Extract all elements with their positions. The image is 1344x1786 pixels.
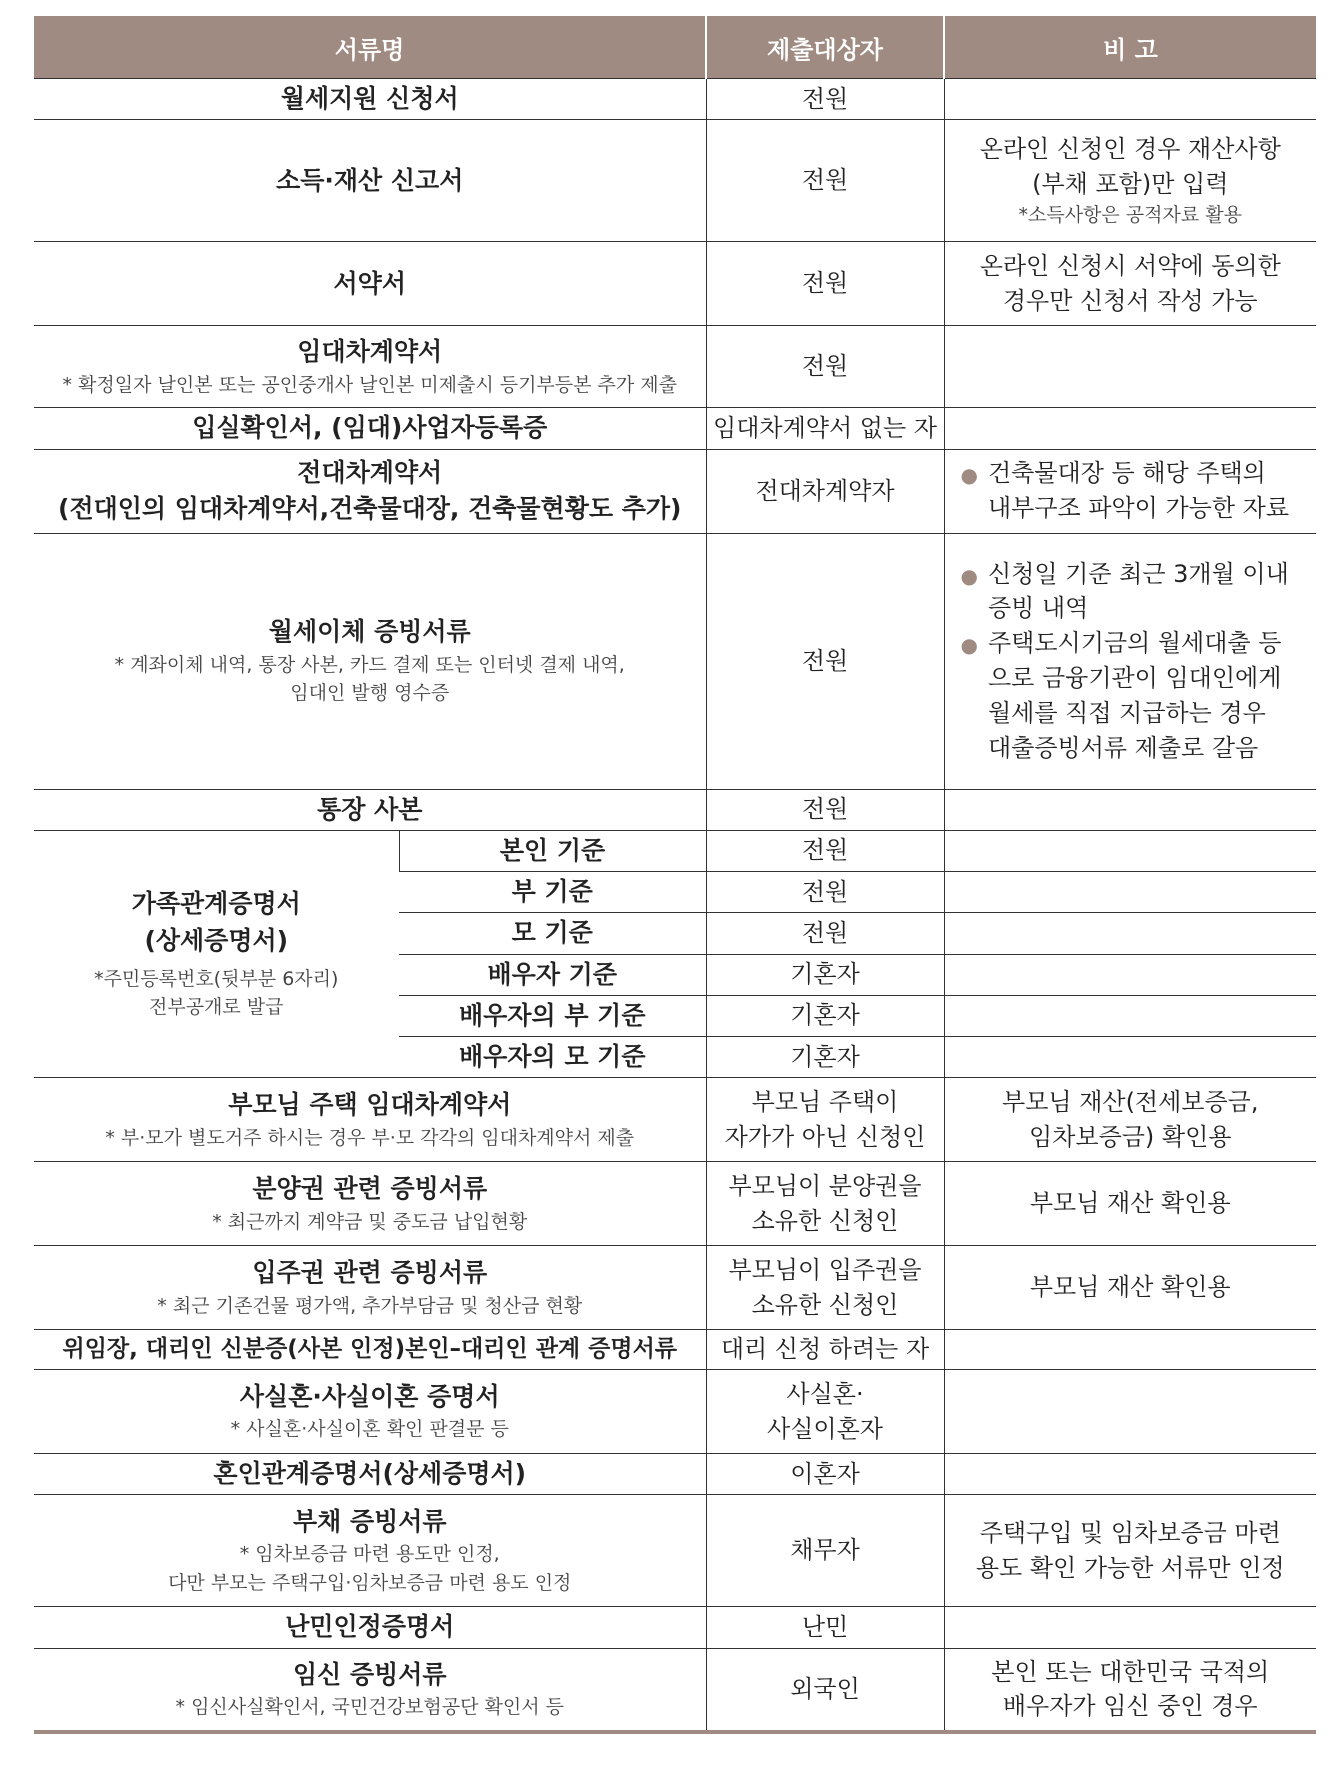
remark: [944, 1495, 1316, 1607]
table-row: [34, 1246, 1316, 1330]
remark-bullet-item: [949, 456, 1313, 526]
remark-text: [988, 626, 1281, 765]
target: 기혼자: [706, 995, 944, 1036]
table-row: [34, 326, 1316, 408]
doc-name: 위임장, 대리인 신분증(사본 인정)본인–대리인 관계 증명서류: [34, 1330, 706, 1370]
table-header-row: [34, 16, 1316, 79]
doc-note: 임대인 발행 영수증: [290, 682, 450, 705]
remark-line: 임차보증금) 확인용: [1029, 1122, 1232, 1151]
target: 전원: [706, 830, 944, 871]
remark-line: 용도 확인 가능한 서류만 인정: [975, 1553, 1285, 1582]
doc-cell: [34, 326, 706, 408]
family-basis: 본인 기준: [399, 830, 706, 871]
remark-line: (부채 포함)만 입력: [1032, 169, 1229, 198]
table-row: [34, 789, 1316, 830]
remark: [944, 830, 1316, 871]
remark-line: 주택구입 및 임차보증금 마련: [979, 1519, 1281, 1547]
remark: [944, 913, 1316, 954]
target: [706, 1162, 944, 1246]
target: 전대차계약자: [706, 449, 944, 533]
table-row: [34, 408, 1316, 449]
remark: 부모님 재산 확인용: [944, 1162, 1316, 1246]
table-row: [34, 1648, 1316, 1732]
doc-name: 분양권 관련 증빙서류: [252, 1174, 488, 1204]
target: 전원: [706, 872, 944, 913]
target-line: 소유한 신청인: [751, 1290, 899, 1319]
target: 임대차계약서 없는 자: [706, 408, 944, 449]
doc-cell: [34, 1078, 706, 1162]
doc-name: 난민인정증명서: [34, 1607, 706, 1648]
bullet-dot-icon: ●: [960, 463, 978, 488]
target: [706, 1370, 944, 1454]
target: 전원: [706, 120, 944, 242]
remark-bullet-item: [949, 557, 1313, 627]
header-remarks: 비 고: [944, 16, 1316, 79]
remark-line: 배우자가 임신 중인 경우: [1002, 1692, 1258, 1721]
remark: [944, 449, 1316, 533]
target: [706, 1078, 944, 1162]
target: 외국인: [706, 1648, 944, 1732]
target: 대리 신청 하려는 자: [706, 1330, 944, 1370]
doc-cell: [34, 1495, 706, 1607]
remark: [944, 872, 1316, 913]
remark: [944, 1078, 1316, 1162]
doc-cell: [34, 449, 706, 533]
remark: [944, 789, 1316, 830]
required-documents-table: [34, 16, 1316, 1734]
remark-note: *소득사항은 공적자료 활용: [1018, 203, 1242, 226]
header-target: 제출대상자: [706, 16, 944, 79]
target: 채무자: [706, 1495, 944, 1607]
remark: [944, 408, 1316, 449]
doc-name-sub: (전대인의 임대차계약서,건축물대장, 건축물현황도 추가): [58, 494, 682, 523]
table-row: [34, 120, 1316, 242]
remark-line: 내부구조 파악이 가능한 자료: [987, 494, 1290, 522]
target: 전원: [706, 326, 944, 408]
table-row: [34, 242, 1316, 326]
remark-line: 신청일 기준 최근 3개월 이내: [987, 559, 1289, 588]
remark-line: 주택도시기금의 월세대출 등: [987, 629, 1282, 658]
doc-note: * 임차보증금 마련 용도만 인정,: [239, 1543, 500, 1566]
remark: [944, 79, 1316, 120]
doc-cell: [34, 1370, 706, 1454]
remark-line: 증빙 내역: [987, 594, 1089, 623]
remark: [944, 1330, 1316, 1370]
remark: [944, 1607, 1316, 1648]
remark-line: 대출증빙서류 제출로 갈음: [987, 733, 1259, 762]
remark: [944, 1370, 1316, 1454]
target: 기혼자: [706, 954, 944, 995]
doc-note: * 임신사실확인서, 국민건강보험공단 확인서 등: [175, 1696, 564, 1719]
target: 전원: [706, 242, 944, 326]
doc-name: 입주권 관련 증빙서류: [252, 1258, 488, 1288]
header-document-name: 서류명: [34, 16, 706, 79]
remark-line: 월세를 직접 지급하는 경우: [987, 698, 1266, 727]
doc-name: 통장 사본: [34, 789, 706, 830]
doc-name: 월세지원 신청서: [34, 79, 706, 120]
document-table-wrapper: [34, 16, 1316, 1734]
bullet-dot-icon: ●: [960, 563, 978, 588]
target-line: 사실이혼자: [767, 1414, 883, 1443]
table-row: [34, 1330, 1316, 1370]
doc-cell: [34, 533, 706, 789]
bullet-dot-icon: ●: [960, 633, 978, 658]
table-row: [34, 533, 1316, 789]
remark: 부모님 재산 확인용: [944, 1246, 1316, 1330]
target-line: 부모님 주택이: [751, 1087, 899, 1116]
target: 기혼자: [706, 1037, 944, 1078]
doc-note: * 사실혼·사실이혼 확인 판결문 등: [230, 1418, 509, 1441]
remark-bullet-item: [949, 626, 1313, 765]
doc-note: 전부공개로 발급: [148, 996, 284, 1019]
doc-name: 부모님 주택 임대차계약서: [228, 1090, 512, 1120]
target: 전원: [706, 913, 944, 954]
remark: [944, 1648, 1316, 1732]
family-basis: 배우자의 모 기준: [399, 1037, 706, 1078]
remark: [944, 120, 1316, 242]
target-line: 부모님이 입주권을: [728, 1255, 922, 1284]
remark: [944, 954, 1316, 995]
family-basis: 부 기준: [399, 872, 706, 913]
remark-line: 온라인 신청시 서약에 동의한: [979, 251, 1281, 280]
doc-note: * 최근 기존건물 평가액, 추가부담금 및 청산금 현황: [157, 1294, 583, 1317]
doc-name: 임대차계약서: [297, 337, 443, 367]
table-row: [34, 1370, 1316, 1454]
doc-name: 혼인관계증명서(상세증명서): [34, 1454, 706, 1495]
table-row: [34, 1495, 1316, 1607]
target: 난민: [706, 1607, 944, 1648]
remark-text: [988, 456, 1289, 526]
remark-line: 온라인 신청인 경우 재산사항: [979, 135, 1281, 164]
remark: [944, 1454, 1316, 1495]
target: 전원: [706, 789, 944, 830]
family-doc-cell: [34, 830, 399, 1078]
table-row: [34, 830, 1316, 871]
target-line: 부모님이 분양권을: [728, 1171, 922, 1200]
table-row: [34, 1162, 1316, 1246]
doc-name: 서약서: [34, 242, 706, 326]
target-line: 자가가 아닌 신청인: [724, 1122, 926, 1151]
remark: [944, 1037, 1316, 1078]
remark-line: 본인 또는 대한민국 국적의: [991, 1657, 1270, 1686]
target: 이혼자: [706, 1454, 944, 1495]
doc-note: * 계좌이체 내역, 통장 사본, 카드 결제 또는 인터넷 결제 내역,: [114, 653, 625, 676]
doc-name: 가족관계증명서: [131, 889, 301, 919]
doc-note: 다만 부모는 주택구입·임차보증금 마련 용도 인정: [168, 1571, 572, 1594]
table-row: [34, 79, 1316, 120]
family-basis: 배우자 기준: [399, 954, 706, 995]
remark: [944, 242, 1316, 326]
doc-note: * 확정일자 날인본 또는 공인중개사 날인본 미제출시 등기부등본 추가 제출: [62, 373, 677, 396]
target: [706, 1246, 944, 1330]
family-basis: 모 기준: [399, 913, 706, 954]
doc-cell: [34, 1162, 706, 1246]
doc-note: * 최근까지 계약금 및 중도금 납입현황: [212, 1210, 528, 1233]
doc-name: 부채 증빙서류: [292, 1507, 447, 1537]
table-row: [34, 449, 1316, 533]
table-row: [34, 1607, 1316, 1648]
doc-name: 입실확인서, (임대)사업자등록증: [34, 408, 706, 449]
doc-name: 소득·재산 신고서: [34, 120, 706, 242]
doc-cell: [34, 1648, 706, 1732]
remark-line: 건축물대장 등 해당 주택의: [987, 459, 1266, 488]
doc-note: * 부·모가 별도거주 하시는 경우 부·모 각각의 임대차계약서 제출: [105, 1126, 635, 1149]
doc-name-sub: (상세증명서): [144, 925, 289, 955]
target-line: 소유한 신청인: [751, 1206, 899, 1235]
remark-text: [988, 557, 1289, 627]
remark-line: 경우만 신청서 작성 가능: [1002, 286, 1258, 315]
remark-line: 부모님 재산(전세보증금,: [1002, 1087, 1259, 1116]
doc-name: 임신 증빙서류: [292, 1659, 447, 1689]
family-basis: 배우자의 부 기준: [399, 995, 706, 1036]
doc-name: 전대차계약서: [297, 457, 443, 487]
doc-name: 사실혼·사실이혼 증명서: [239, 1382, 500, 1412]
table-row: [34, 1078, 1316, 1162]
remark: [944, 533, 1316, 789]
remark: [944, 326, 1316, 408]
remark-line: 으로 금융기관이 임대인에게: [987, 664, 1282, 692]
doc-cell: [34, 1246, 706, 1330]
doc-note: *주민등록번호(뒷부분 6자리): [94, 967, 339, 990]
doc-name: 월세이체 증빙서류: [268, 617, 471, 647]
target: 전원: [706, 533, 944, 789]
target: 전원: [706, 79, 944, 120]
table-row: [34, 1454, 1316, 1495]
remark: [944, 995, 1316, 1036]
target-line: 사실혼·: [786, 1379, 864, 1408]
